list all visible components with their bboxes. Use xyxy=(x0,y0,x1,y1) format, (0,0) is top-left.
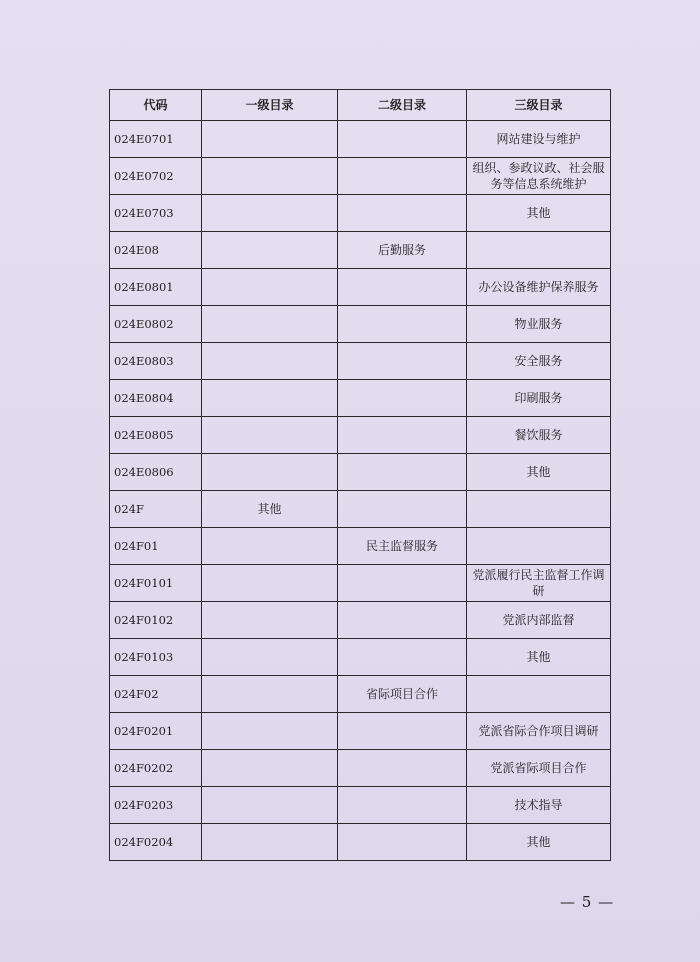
cell-code: 024E0801 xyxy=(110,269,202,306)
table-row xyxy=(110,417,611,454)
header-level3: 三级目录 xyxy=(467,90,611,121)
cell-level2 xyxy=(338,824,467,861)
cell-level2 xyxy=(338,787,467,824)
cell-code: 024E0806 xyxy=(110,454,202,491)
table-row xyxy=(110,380,611,417)
table-row xyxy=(110,787,611,824)
cell-level1 xyxy=(202,713,338,750)
cell-code: 024F xyxy=(110,491,202,528)
cell-level2: 民主监督服务 xyxy=(338,528,467,565)
catalog-table xyxy=(109,89,611,861)
cell-level2: 省际项目合作 xyxy=(338,676,467,713)
cell-code: 024F0103 xyxy=(110,639,202,676)
cell-level3: 其他 xyxy=(467,824,611,861)
table-header-row xyxy=(110,90,611,121)
table-row xyxy=(110,454,611,491)
table-row xyxy=(110,121,611,158)
table-row xyxy=(110,528,611,565)
cell-level3: 安全服务 xyxy=(467,343,611,380)
cell-level1 xyxy=(202,121,338,158)
cell-code: 024E0803 xyxy=(110,343,202,380)
cell-level2 xyxy=(338,121,467,158)
cell-code: 024F0204 xyxy=(110,824,202,861)
cell-level3: 党派省际合作项目调研 xyxy=(467,713,611,750)
cell-level1 xyxy=(202,750,338,787)
cell-code: 024F02 xyxy=(110,676,202,713)
cell-level3: 组织、参政议政、社会服务等信息系统维护 xyxy=(467,158,611,195)
cell-code: 024E0805 xyxy=(110,417,202,454)
cell-level3: 其他 xyxy=(467,639,611,676)
cell-level3: 其他 xyxy=(467,454,611,491)
table-row xyxy=(110,343,611,380)
cell-level3 xyxy=(467,232,611,269)
table-row xyxy=(110,713,611,750)
cell-code: 024F0102 xyxy=(110,602,202,639)
cell-level1 xyxy=(202,417,338,454)
table-row xyxy=(110,565,611,602)
cell-level2 xyxy=(338,417,467,454)
table-row xyxy=(110,232,611,269)
cell-level2 xyxy=(338,602,467,639)
cell-code: 024E0703 xyxy=(110,195,202,232)
header-level2: 二级目录 xyxy=(338,90,467,121)
cell-level2 xyxy=(338,195,467,232)
cell-code: 024E0802 xyxy=(110,306,202,343)
cell-level2 xyxy=(338,491,467,528)
cell-level3: 网站建设与维护 xyxy=(467,121,611,158)
table-row xyxy=(110,491,611,528)
cell-level1 xyxy=(202,528,338,565)
cell-level1 xyxy=(202,269,338,306)
table-row xyxy=(110,306,611,343)
cell-level2 xyxy=(338,306,467,343)
cell-level2 xyxy=(338,639,467,676)
table-row xyxy=(110,750,611,787)
cell-level1 xyxy=(202,602,338,639)
cell-level3: 党派内部监督 xyxy=(467,602,611,639)
cell-level3 xyxy=(467,491,611,528)
header-code: 代码 xyxy=(110,90,202,121)
cell-level1 xyxy=(202,824,338,861)
cell-code: 024F01 xyxy=(110,528,202,565)
cell-level1: 其他 xyxy=(202,491,338,528)
cell-level1 xyxy=(202,343,338,380)
cell-level3: 党派履行民主监督工作调研 xyxy=(467,565,611,602)
cell-level3: 技术指导 xyxy=(467,787,611,824)
cell-level1 xyxy=(202,306,338,343)
cell-code: 024E0702 xyxy=(110,158,202,195)
table-row xyxy=(110,158,611,195)
cell-level2 xyxy=(338,713,467,750)
cell-level2 xyxy=(338,158,467,195)
table-row xyxy=(110,195,611,232)
cell-code: 024F0202 xyxy=(110,750,202,787)
cell-level1 xyxy=(202,158,338,195)
header-level1: 一级目录 xyxy=(202,90,338,121)
cell-level2 xyxy=(338,380,467,417)
cell-code: 024F0203 xyxy=(110,787,202,824)
table-row xyxy=(110,269,611,306)
table-row xyxy=(110,639,611,676)
cell-code: 024E0701 xyxy=(110,121,202,158)
cell-level3: 其他 xyxy=(467,195,611,232)
cell-level1 xyxy=(202,232,338,269)
table-row xyxy=(110,824,611,861)
cell-level2 xyxy=(338,750,467,787)
cell-level2 xyxy=(338,343,467,380)
cell-level3: 党派省际项目合作 xyxy=(467,750,611,787)
cell-level3: 餐饮服务 xyxy=(467,417,611,454)
cell-level1 xyxy=(202,454,338,491)
cell-level1 xyxy=(202,195,338,232)
table-body xyxy=(110,121,611,861)
cell-code: 024E08 xyxy=(110,232,202,269)
cell-level1 xyxy=(202,380,338,417)
cell-level3 xyxy=(467,676,611,713)
cell-level1 xyxy=(202,787,338,824)
table-row xyxy=(110,602,611,639)
cell-level2 xyxy=(338,269,467,306)
cell-level3 xyxy=(467,528,611,565)
cell-level3: 物业服务 xyxy=(467,306,611,343)
cell-code: 024F0101 xyxy=(110,565,202,602)
cell-level1 xyxy=(202,676,338,713)
cell-level1 xyxy=(202,639,338,676)
cell-level2 xyxy=(338,454,467,491)
cell-code: 024F0201 xyxy=(110,713,202,750)
cell-level3: 办公设备维护保养服务 xyxy=(467,269,611,306)
cell-level2 xyxy=(338,565,467,602)
cell-code: 024E0804 xyxy=(110,380,202,417)
table-row xyxy=(110,676,611,713)
cell-level2: 后勤服务 xyxy=(338,232,467,269)
page-number: — 5 — xyxy=(560,893,615,911)
cell-level1 xyxy=(202,565,338,602)
cell-level3: 印刷服务 xyxy=(467,380,611,417)
